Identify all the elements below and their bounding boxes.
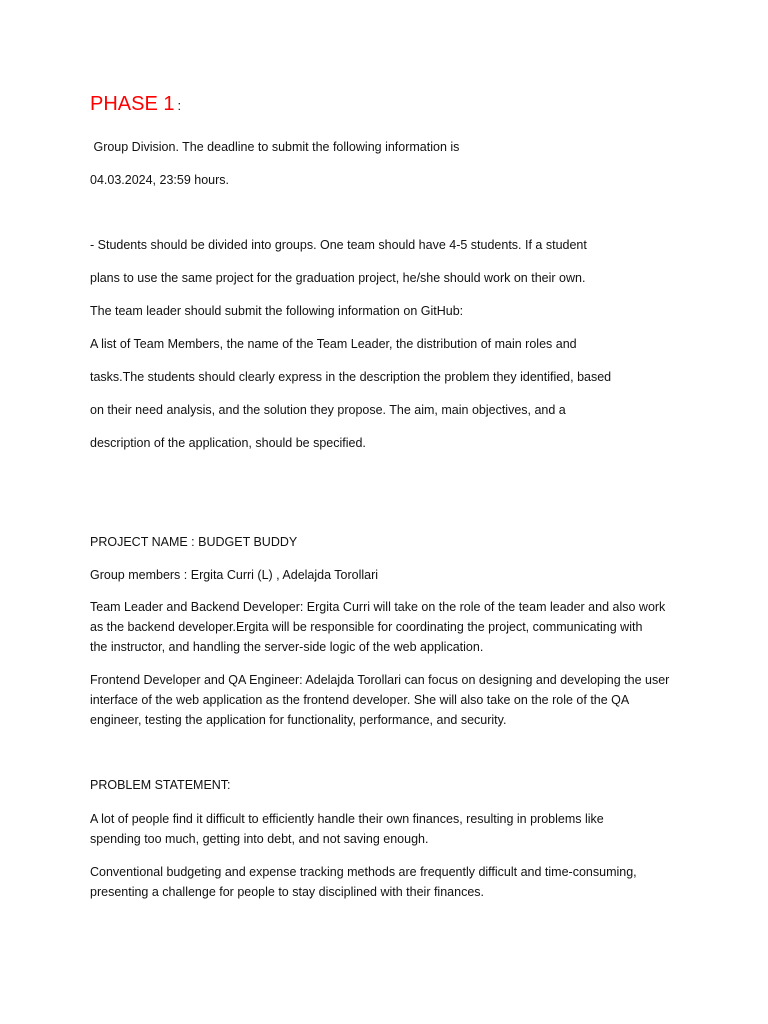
instruction-line: tasks.The students should clearly express in the description the problem they identified, based: [90, 370, 612, 384]
problem-heading: PROBLEM STATEMENT:: [90, 778, 231, 792]
problem-paragraph-line: A lot of people find it difficult to efficiently handle their own finances, resulting in problems like: [90, 812, 604, 826]
leader-role-line: Team Leader and Backend Developer: Ergita Curri will take on the role of the team leader and also work: [90, 600, 666, 614]
leader-role-line: the instructor, and handling the server-side logic of the web application.: [90, 640, 484, 654]
frontend-role-line: engineer, testing the application for functionality, performance, and security.: [90, 713, 507, 727]
frontend-role-line: Frontend Developer and QA Engineer: Adelajda Torollari can focus on designing and developing the user: [90, 673, 670, 687]
instruction-line: plans to use the same project for the graduation project, he/she should work on their own.: [90, 271, 586, 285]
instruction-line: The team leader should submit the following information on GitHub:: [90, 304, 464, 318]
phase-title-colon: :: [177, 98, 182, 113]
instruction-line: - Students should be divided into groups. One team should have 4-5 students. If a student: [90, 238, 587, 252]
instruction-line: description of the application, should be specified.: [90, 436, 366, 450]
group-members: Group members : Ergita Curri (L) , Adelajda Torollari: [90, 568, 379, 582]
problem-paragraph-line: Conventional budgeting and expense tracking methods are frequently difficult and time-consuming,: [90, 865, 637, 879]
instruction-line: on their need analysis, and the solution they propose. The aim, main objectives, and a: [90, 403, 566, 417]
instruction-line: A list of Team Members, the name of the Team Leader, the distribution of main roles and: [90, 337, 577, 351]
problem-paragraph-line: spending too much, getting into debt, and not saving enough.: [90, 832, 429, 846]
phase-title: PHASE 1: [90, 93, 175, 115]
leader-role-line: as the backend developer.Ergita will be responsible for coordinating the project, communicating with: [90, 620, 643, 634]
problem-paragraph-line: presenting a challenge for people to stay disciplined with their finances.: [90, 885, 484, 899]
phase-heading: [90, 93, 181, 116]
intro-line-1: Group Division. The deadline to submit the following information is: [90, 140, 460, 154]
intro-line-2: 04.03.2024, 23:59 hours.: [90, 173, 230, 187]
frontend-role-line: interface of the web application as the frontend developer. She will also take on the role of the QA: [90, 693, 630, 707]
project-name: PROJECT NAME : BUDGET BUDDY: [90, 535, 298, 549]
